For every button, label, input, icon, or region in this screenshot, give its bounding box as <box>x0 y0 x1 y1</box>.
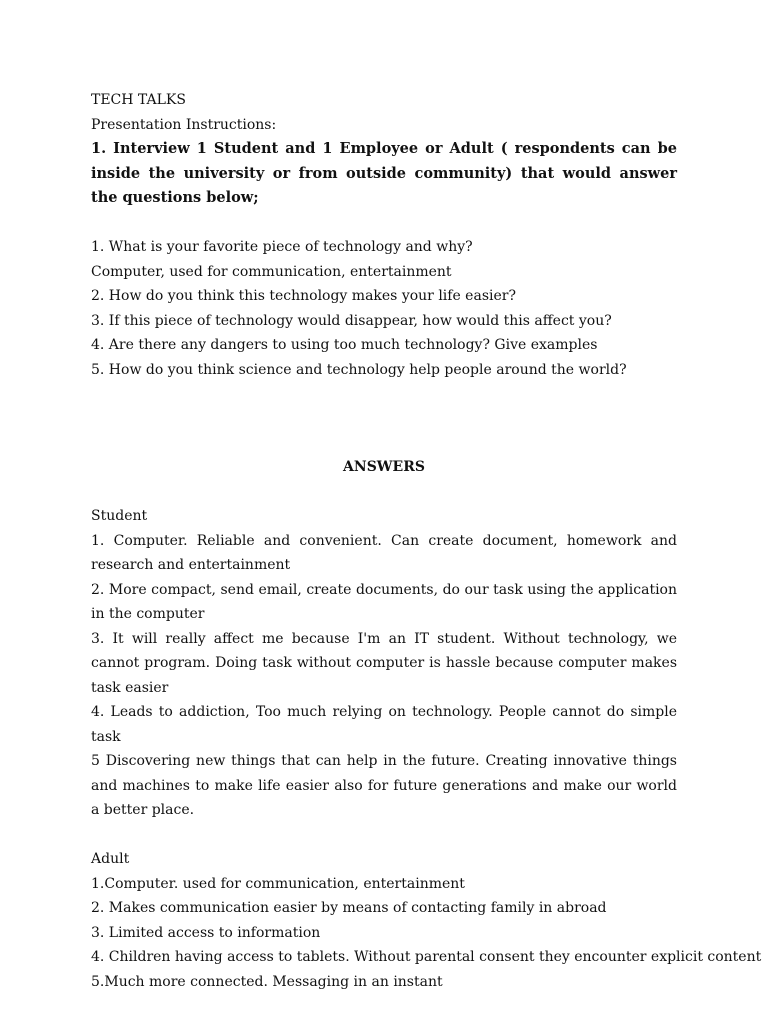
adult-answer: 3. Limited access to information <box>91 924 321 941</box>
spacer <box>91 211 677 236</box>
document-title: TECH TALKS <box>91 92 186 108</box>
question-item: 2. How do you think this technology makes your life easier? <box>91 288 516 304</box>
document-subtitle: Presentation Instructions: <box>91 116 277 133</box>
question-item: 4. Are there any dangers to using too much technology? Give examples <box>91 337 598 353</box>
adult-label: Adult <box>91 851 130 867</box>
spacer <box>91 480 677 505</box>
question-item: 3. If this piece of technology would disappear, how would this affect you? <box>91 312 612 329</box>
student-answer: 5 Discovering new things that can help in the future. Creating innovative things and machines to make life easier also for future generations and make our world a better place. <box>91 753 677 818</box>
question-item: Computer, used for communication, entertainment <box>91 263 452 280</box>
adult-answer: 4. Children having access to tablets. Without parental consent they encounter explicit content <box>91 949 762 965</box>
student-answer: 2. More compact, send email, create documents, do our task using the application in the computer <box>91 581 677 622</box>
student-answer: 1. Computer. Reliable and convenient. Can create document, homework and research and entertainment <box>91 532 677 573</box>
questions-list <box>91 235 677 382</box>
student-answer: 4. Leads to addiction, Too much relying on technology. People cannot do simple task <box>91 704 677 745</box>
adult-answer: 2. Makes communication easier by means of contacting family in abroad <box>91 900 607 916</box>
student-label: Student <box>91 508 148 524</box>
question-item: 5. How do you think science and technology help people around the world? <box>91 361 627 378</box>
adult-section <box>91 847 762 994</box>
student-section <box>91 504 677 823</box>
student-answer: 3. It will really affect me because I'm an IT student. Without technology, we cannot program. Doing task without computer is hassle because computer makes task easier <box>91 630 677 696</box>
document-page <box>91 88 762 994</box>
adult-answer: 5.Much more connected. Messaging in an instant <box>91 973 443 990</box>
spacer <box>91 382 677 455</box>
question-item: 1. What is your favorite piece of technology and why? <box>91 239 473 255</box>
adult-answer: 1.Computer. used for communication, entertainment <box>91 875 465 892</box>
spacer <box>91 823 677 848</box>
answers-heading: ANSWERS <box>343 459 425 475</box>
instruction-text: 1. Interview 1 Student and 1 Employee or Adult ( respondents can be inside the university or from outside community) that would answer the questions below; <box>91 140 677 206</box>
